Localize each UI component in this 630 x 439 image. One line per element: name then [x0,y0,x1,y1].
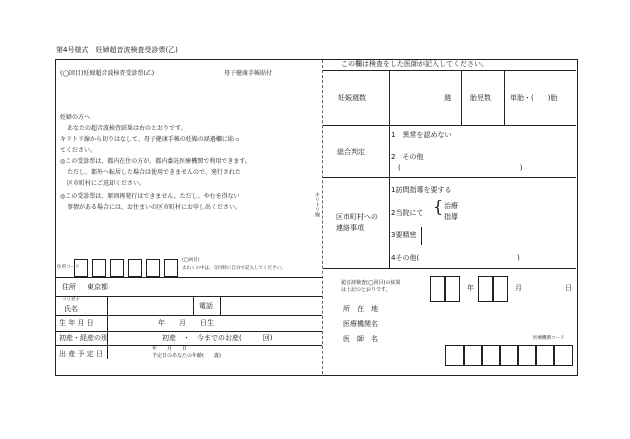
result-statement: は上記のとおりです。 [341,287,391,293]
form-number-title: 第4号様式 妊婦超音波検査受診票(乙) [56,46,178,54]
day-label: 日 [565,284,572,292]
instructions-line: 事情がある場合には、お住まいの区市町村にお申し出ください。 [67,204,242,211]
month-label: 月 [515,284,522,292]
fill-in-note: 太わくの中は、交付時に自分で記入してください。 [182,266,286,271]
name-label: 氏名 [64,305,78,313]
address-code-box[interactable] [110,259,124,277]
result-statement: 超音波検査(◯回目)の結果 [341,280,401,286]
judgement-option-normal[interactable]: 1 異常を認めない [391,131,452,139]
address-code-box[interactable] [92,259,106,277]
address-value[interactable]: 東京都 [87,283,108,291]
fetus-value[interactable]: 単胎・( )胎 [510,94,558,102]
facility-code-box[interactable] [517,345,537,366]
address-code-box[interactable] [128,259,142,277]
parity-value[interactable]: 初産 ・ 今までのお産( 回) [162,334,273,342]
liaison-option-detailed[interactable]: 3要精密 [391,231,417,239]
weeks-unit: 週 [444,94,451,102]
judgement-other-detail[interactable]: ( ) [398,164,523,172]
name-field[interactable] [108,297,192,314]
doctor-only-note: この欄は検査をした医師が記入してください。 [341,60,488,68]
facility-code-label: 医療機関コード [533,336,565,341]
furigana-label: フリガナ [62,298,80,303]
facility-name-label: 医療機関名 [343,320,378,328]
year-box[interactable] [444,276,460,302]
facility-code-box[interactable] [535,345,555,366]
instructions-line: あなたの超音波検査結果は右のとおりです。 [67,125,187,132]
due-date-label: 出 産 予 定 日 [59,350,103,358]
round-note: (◯回目) [182,258,200,263]
doctor-name-label: 医 師 名 [343,335,378,343]
form-subtitle: (◯回目)妊婦超音波検査受診票(乙) [60,70,155,77]
liaison-option-guidance[interactable]: 指導 [444,213,458,221]
due-date-value[interactable]: 年 月 日 [152,346,188,352]
brace-icon: { [433,197,444,216]
birthdate-value[interactable]: 年 月 日生 [158,319,214,327]
instructions-line: 区市町村にご返却ください。 [67,180,146,187]
bracket-mark [421,227,422,245]
facility-code-box[interactable] [553,345,573,366]
year-label: 年 [467,284,474,292]
cut-line-label: キリトリ線 [314,192,320,217]
fetus-label: 胎児数 [470,94,491,102]
phone-label: 電話 [199,302,213,310]
address-code-box[interactable] [74,259,88,277]
cut-line [322,60,323,374]
facility-code-box[interactable] [445,345,465,366]
liaison-label: 区市町村への [336,213,378,221]
judgement-label: 総合判定 [337,148,365,156]
weeks-label: 妊娠週数 [338,94,366,102]
address-code-box[interactable] [146,259,160,277]
instructions-line: ◎この受診票は、都内在住の方が、都内委託医療機関で利用できます。 [60,158,251,165]
month-box[interactable] [492,276,508,302]
judgement-option-other[interactable]: 2 その他 [391,153,424,161]
parity-label: 初産・経産の別 [59,334,108,342]
liaison-label: 連絡事項 [336,224,364,232]
birthdate-label: 生 年 月 日 [59,319,94,327]
liaison-option-treatment[interactable]: 治療 [444,202,458,210]
facility-name-field[interactable] [395,317,570,331]
instructions-line: てください。 [60,147,97,154]
phone-field[interactable] [221,297,321,314]
address-code-box[interactable] [164,259,178,277]
address-label: 住所 [62,283,76,291]
doctor-name-field[interactable] [395,332,525,346]
liaison-option-other[interactable]: 4その他( ) [391,254,520,262]
instructions-line: ただし、都外へ転居した場合は使用できませんので、発行された [67,169,241,176]
facility-code-box[interactable] [499,345,519,366]
location-field[interactable] [395,302,570,316]
paste-note: 母子健康手帳貼付 [224,70,273,77]
facility-code-box[interactable] [463,345,483,366]
instructions-line: ◎この受診票は、原則再発行はできません。ただし、やむを得ない [60,193,240,200]
liaison-option-clinic[interactable]: 2当院にて [391,209,424,217]
facility-code-box[interactable] [481,345,501,366]
instructions-line: キリトリ線から切りはなして、母子健康手帳の妊娠の経過欄に貼っ [60,136,240,143]
due-age[interactable]: 予定日のあなたの年齢( 歳) [152,353,221,359]
location-label: 所 在 地 [343,305,378,313]
address-code-label: 住所コード [57,265,80,270]
instructions-greeting: 妊婦の方へ [60,114,91,121]
liaison-option-visit[interactable]: 1訪問指導を要する [391,186,452,194]
weeks-field[interactable] [390,71,442,124]
